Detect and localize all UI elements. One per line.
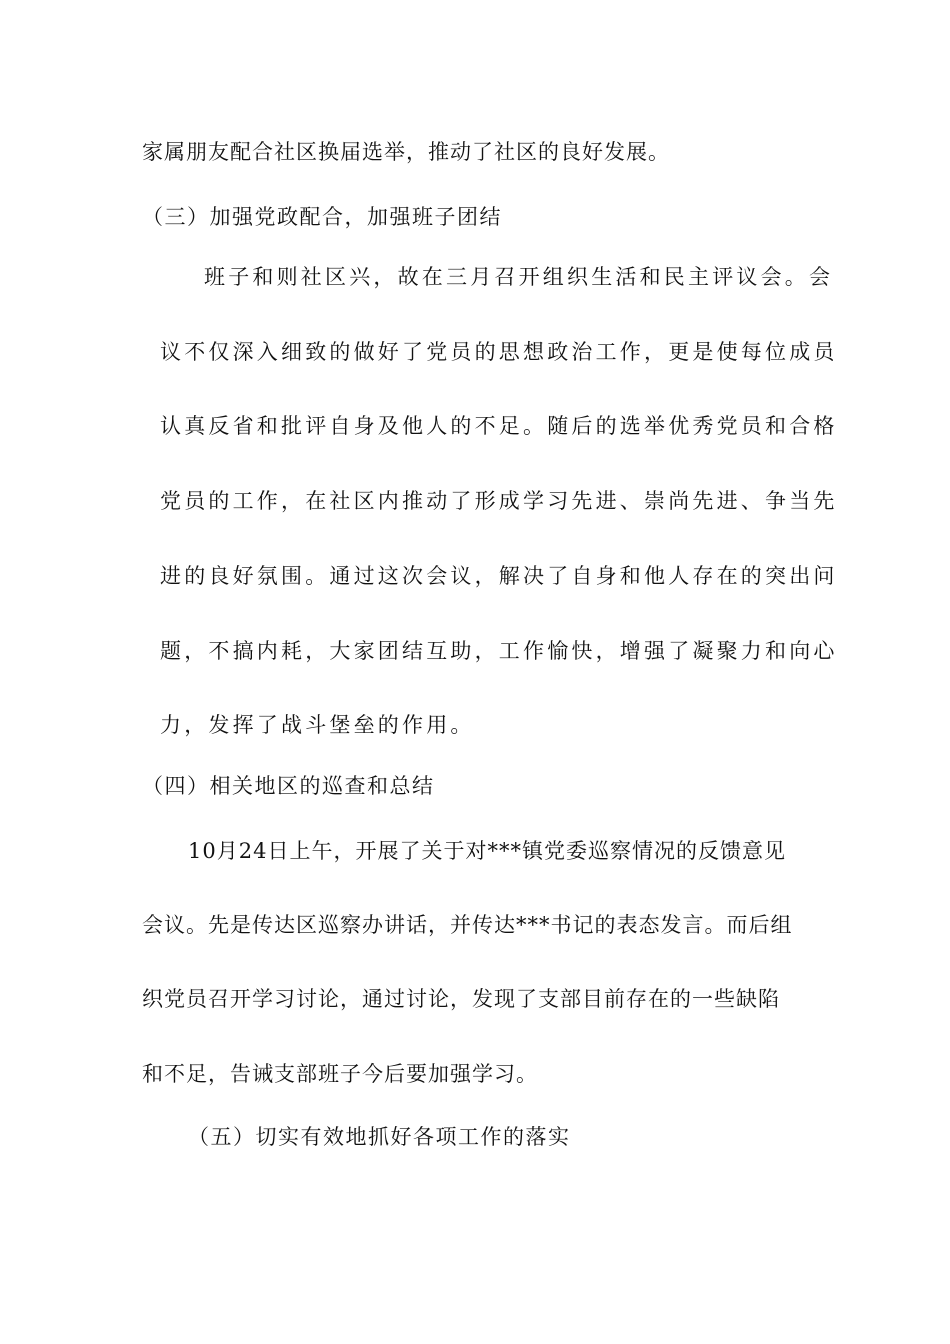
- section-heading: （五）切实有效地抓好各项工作的落实: [188, 1125, 571, 1149]
- paragraph-line: 班子和则社区兴，故在三月召开组织生活和民主评议会。会: [204, 265, 834, 289]
- section-heading: （三）加强党政配合，加强班子团结: [142, 205, 502, 229]
- paragraph-line: 会议。先是传达区巡察办讲话，并传达***书记的表态发言。而后组: [142, 913, 793, 937]
- paragraph-line: 认真反省和批评自身及他人的不足。随后的选举优秀党员和合格: [160, 414, 838, 438]
- paragraph-line: 10月24日上午，开展了关于对***镇党委巡察情况的反馈意见: [188, 839, 786, 863]
- paragraph-line: 家属朋友配合社区换届选举，推动了社区的良好发展。: [142, 140, 670, 164]
- paragraph-line: 党员的工作，在社区内推动了形成学习先进、崇尚先进、争当先: [160, 489, 838, 513]
- paragraph-line: 力，发挥了战斗堡垒的作用。: [160, 713, 475, 737]
- paragraph-line: 进的良好氛围。通过这次会议，解决了自身和他人存在的突出问: [160, 564, 838, 588]
- paragraph-line: 题，不搞内耗，大家团结互助，工作愉快，增强了凝聚力和向心: [160, 639, 838, 663]
- section-heading: （四）相关地区的巡查和总结: [142, 774, 435, 798]
- paragraph-line: 织党员召开学习讨论，通过讨论，发现了支部目前存在的一些缺陷: [142, 987, 780, 1011]
- paragraph-line: 议不仅深入细致的做好了党员的思想政治工作，更是使每位成员: [160, 340, 838, 364]
- paragraph-line: 和不足，告诫支部班子今后要加强学习。: [142, 1062, 538, 1086]
